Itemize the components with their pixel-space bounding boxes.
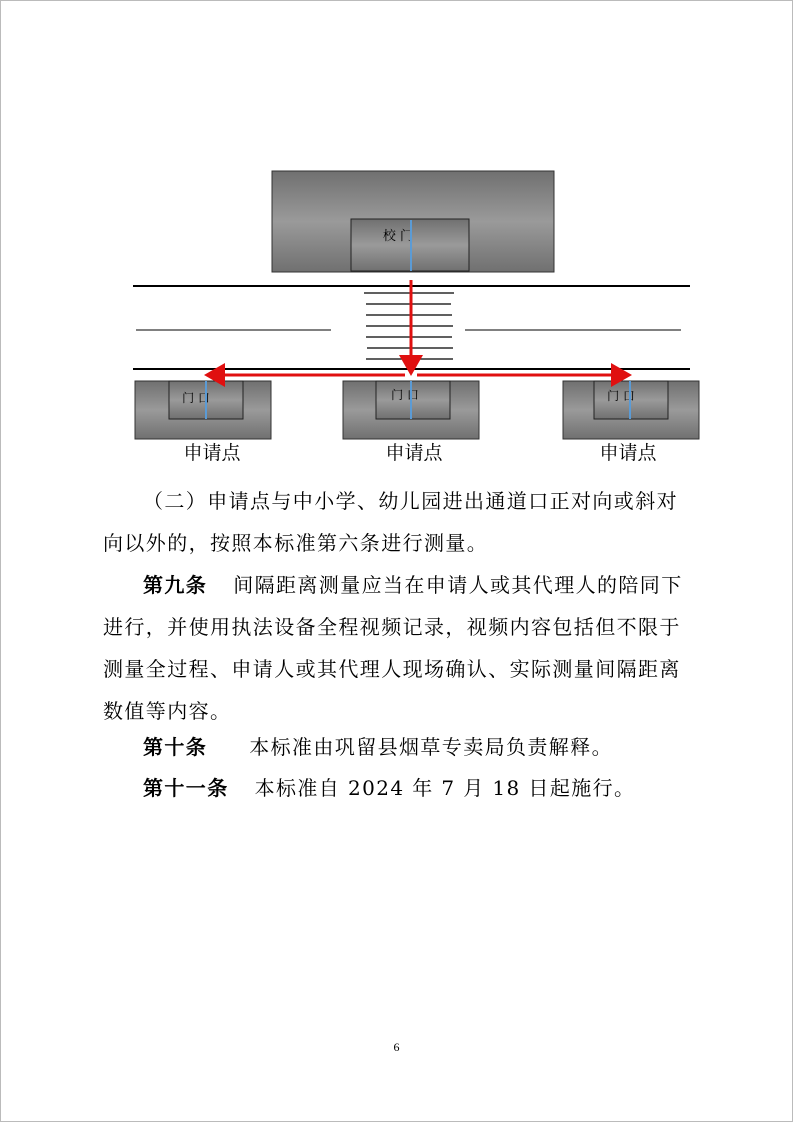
applicant-point-label-3: 申请点 xyxy=(599,442,657,464)
paragraph-item-2: （二）申请点与中小学、幼儿园进出通道口正对向或斜对向以外的，按照本标准第六条进行测量。 xyxy=(103,489,678,555)
paragraph-article-9 xyxy=(103,564,695,732)
applicant-door-label-2: 门 口 xyxy=(391,388,419,402)
crosswalk xyxy=(364,293,454,359)
school-gate-label: 校 门 xyxy=(382,229,414,244)
article-11-heading: 第十一条 xyxy=(143,776,229,800)
distance-measurement-diagram xyxy=(0,0,793,470)
article-9-heading: 第九条 xyxy=(143,573,208,597)
paragraph-article-11 xyxy=(103,767,695,809)
measurement-arrows xyxy=(210,280,626,375)
article-9-text: 间隔距离测量应当在申请人或其代理人的陪同下进行，并使用执法设备全程视频记录，视频内容包括但不限于测量全过程、申请人或其代理人现场确认、实际测量间隔距离数值等内容。 xyxy=(103,573,683,723)
applicant-point-label-1: 申请点 xyxy=(183,442,241,464)
paragraph-article-10 xyxy=(103,726,695,768)
applicant-point-label-2: 申请点 xyxy=(385,442,443,464)
article-10-text: 本标准由巩留县烟草专卖局负责解释。 xyxy=(249,735,614,759)
page-number: 6 xyxy=(393,1040,400,1054)
article-11-text: 本标准自 2024 年 7 月 18 日起施行。 xyxy=(254,776,636,800)
applicant-door-label-3: 门 口 xyxy=(607,389,635,403)
article-10-heading: 第十条 xyxy=(143,735,208,759)
applicant-door-label-1: 门 口 xyxy=(182,391,210,405)
